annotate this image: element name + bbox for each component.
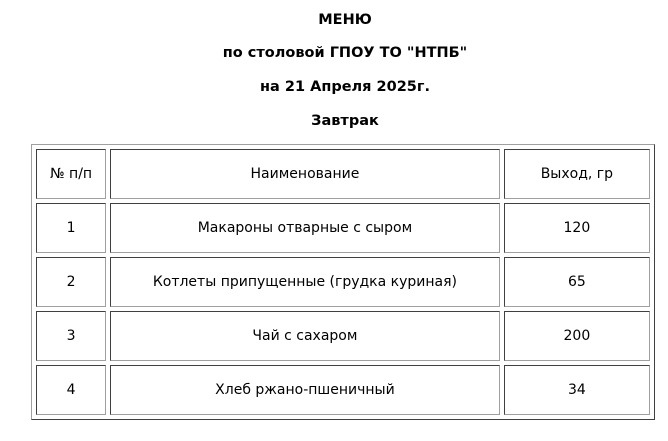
column-header-name: Наименование	[110, 149, 500, 199]
row-number: 2	[36, 257, 106, 307]
table-row	[36, 257, 650, 307]
dish-yield: 65	[504, 257, 650, 307]
dish-name: Котлеты припущенные (грудка куриная)	[110, 257, 500, 307]
dish-name: Чай с сахаром	[110, 311, 500, 361]
row-number: 1	[36, 203, 106, 253]
dish-yield: 120	[504, 203, 650, 253]
menu-title: МЕНЮ	[318, 12, 372, 28]
column-header-number: № п/п	[36, 149, 106, 199]
row-number: 3	[36, 311, 106, 361]
table-row	[36, 203, 650, 253]
dish-name: Макароны отварные с сыром	[110, 203, 500, 253]
table-header-row	[36, 149, 650, 199]
dish-yield: 200	[504, 311, 650, 361]
menu-table	[31, 144, 655, 420]
row-number: 4	[36, 365, 106, 415]
meal-name: Завтрак	[311, 113, 379, 129]
table-row	[36, 365, 650, 415]
dish-name: Хлеб ржано-пшеничный	[110, 365, 500, 415]
dish-yield: 34	[504, 365, 650, 415]
table-row	[36, 311, 650, 361]
canteen-name: по столовой ГПОУ ТО "НТПБ"	[222, 45, 468, 61]
column-header-yield: Выход, гр	[504, 149, 650, 199]
menu-date: на 21 Апреля 2025г.	[260, 79, 430, 95]
